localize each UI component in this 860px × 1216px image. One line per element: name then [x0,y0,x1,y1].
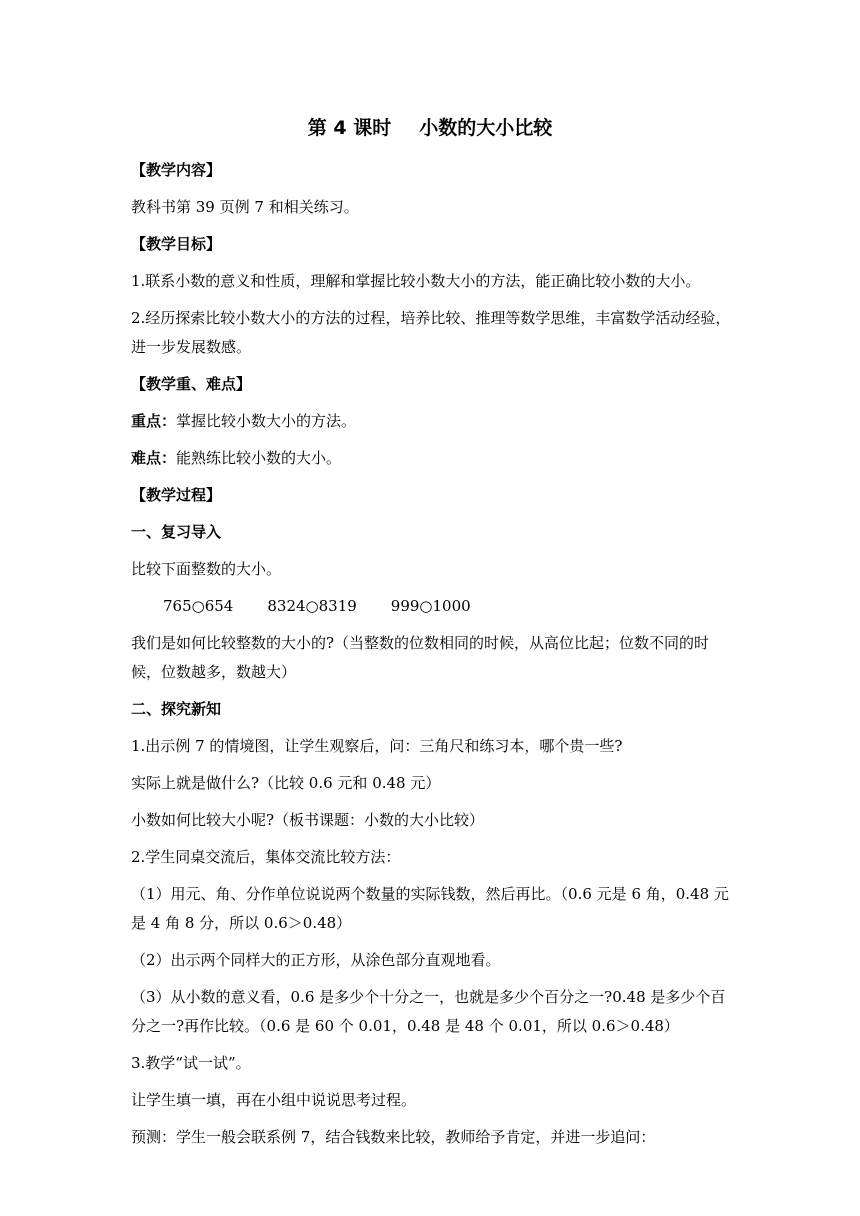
process-heading: 【教学过程】 [131,486,222,504]
lesson-topic: 小数的大小比较 [419,117,553,139]
section-2-line: 实际上就是做什么?（比较 0.6 元和 0.48 元） [131,774,441,792]
section-1-question: 我们是如何比较整数的大小的?（当整数的位数相同的时候，从高位比起；位数不同的时候，位数越多，数越大） [131,634,710,681]
method-3: （3）从小数的意义看，0.6 是多少个十分之一，也就是多少个百分之一?0.48 是多少个百分之一?再作比较。（0.6 是 60 个 0.01，0.48 是 48 个 0.01，所以 0.6＞0.48） [131,988,726,1035]
comparison-exercises [131,592,731,621]
goals-heading: 【教学目标】 [131,235,222,253]
difficulty-label: 难点： [131,449,177,467]
key-point-text: 掌握比较小数大小的方法。 [176,412,357,430]
document-body [131,156,731,1160]
difficulty-point [131,444,731,473]
comparison-item: 765○654 [163,597,234,615]
comparison-item: 999○1000 [390,597,471,615]
content-text: 教科书第 39 页例 7 和相关练习。 [131,198,359,216]
section-2-heading: 二、探究新知 [131,700,222,718]
key-point-label: 重点： [131,412,177,430]
goal-2: 2.经历探索比较小数大小的方法的过程，培养比较、推理等数学思维，丰富数学活动经验，进一步发展数感。 [131,309,731,356]
method-2: （2）出示两个同样大的正方形，从涂色部分直观地看。 [131,951,501,969]
section-2-line: 2.学生同桌交流后，集体交流比较方法： [131,848,401,866]
difficulty-text: 能熟练比较小数的大小。 [176,449,342,467]
lesson-number: 第 4 课时 [307,117,392,139]
section-1-intro: 比较下面整数的大小。 [131,560,282,578]
section-1-heading: 一、复习导入 [131,523,222,541]
section-2-line: 1.出示例 7 的情境图，让学生观察后，问：三角尺和练习本，哪个贵一些? [131,737,623,755]
key-point [131,407,731,436]
goal-1: 1.联系小数的意义和性质，理解和掌握比较小数大小的方法，能正确比较小数的大小。 [131,272,701,290]
section-2-line: 预测：学生一般会联系例 7，结合钱数来比较，教师给予肯定，并进一步追问： [131,1128,656,1146]
key-difficulty-heading: 【教学重、难点】 [131,375,252,393]
page-title [0,114,860,142]
section-2-line: 3.教学“试一试”。 [131,1054,251,1072]
method-1: （1）用元、角、分作单位说说两个数量的实际钱数，然后再比。（0.6 元是 6 角，0.48 元是 4 角 8 分，所以 0.6＞0.48） [131,885,729,932]
section-2-line: 小数如何比较大小呢?（板书课题：小数的大小比较） [131,811,485,829]
comparison-item: 8324○8319 [267,597,357,615]
section-2-line: 让学生填一填，再在小组中说说思考过程。 [131,1091,417,1109]
content-heading: 【教学内容】 [131,161,222,179]
